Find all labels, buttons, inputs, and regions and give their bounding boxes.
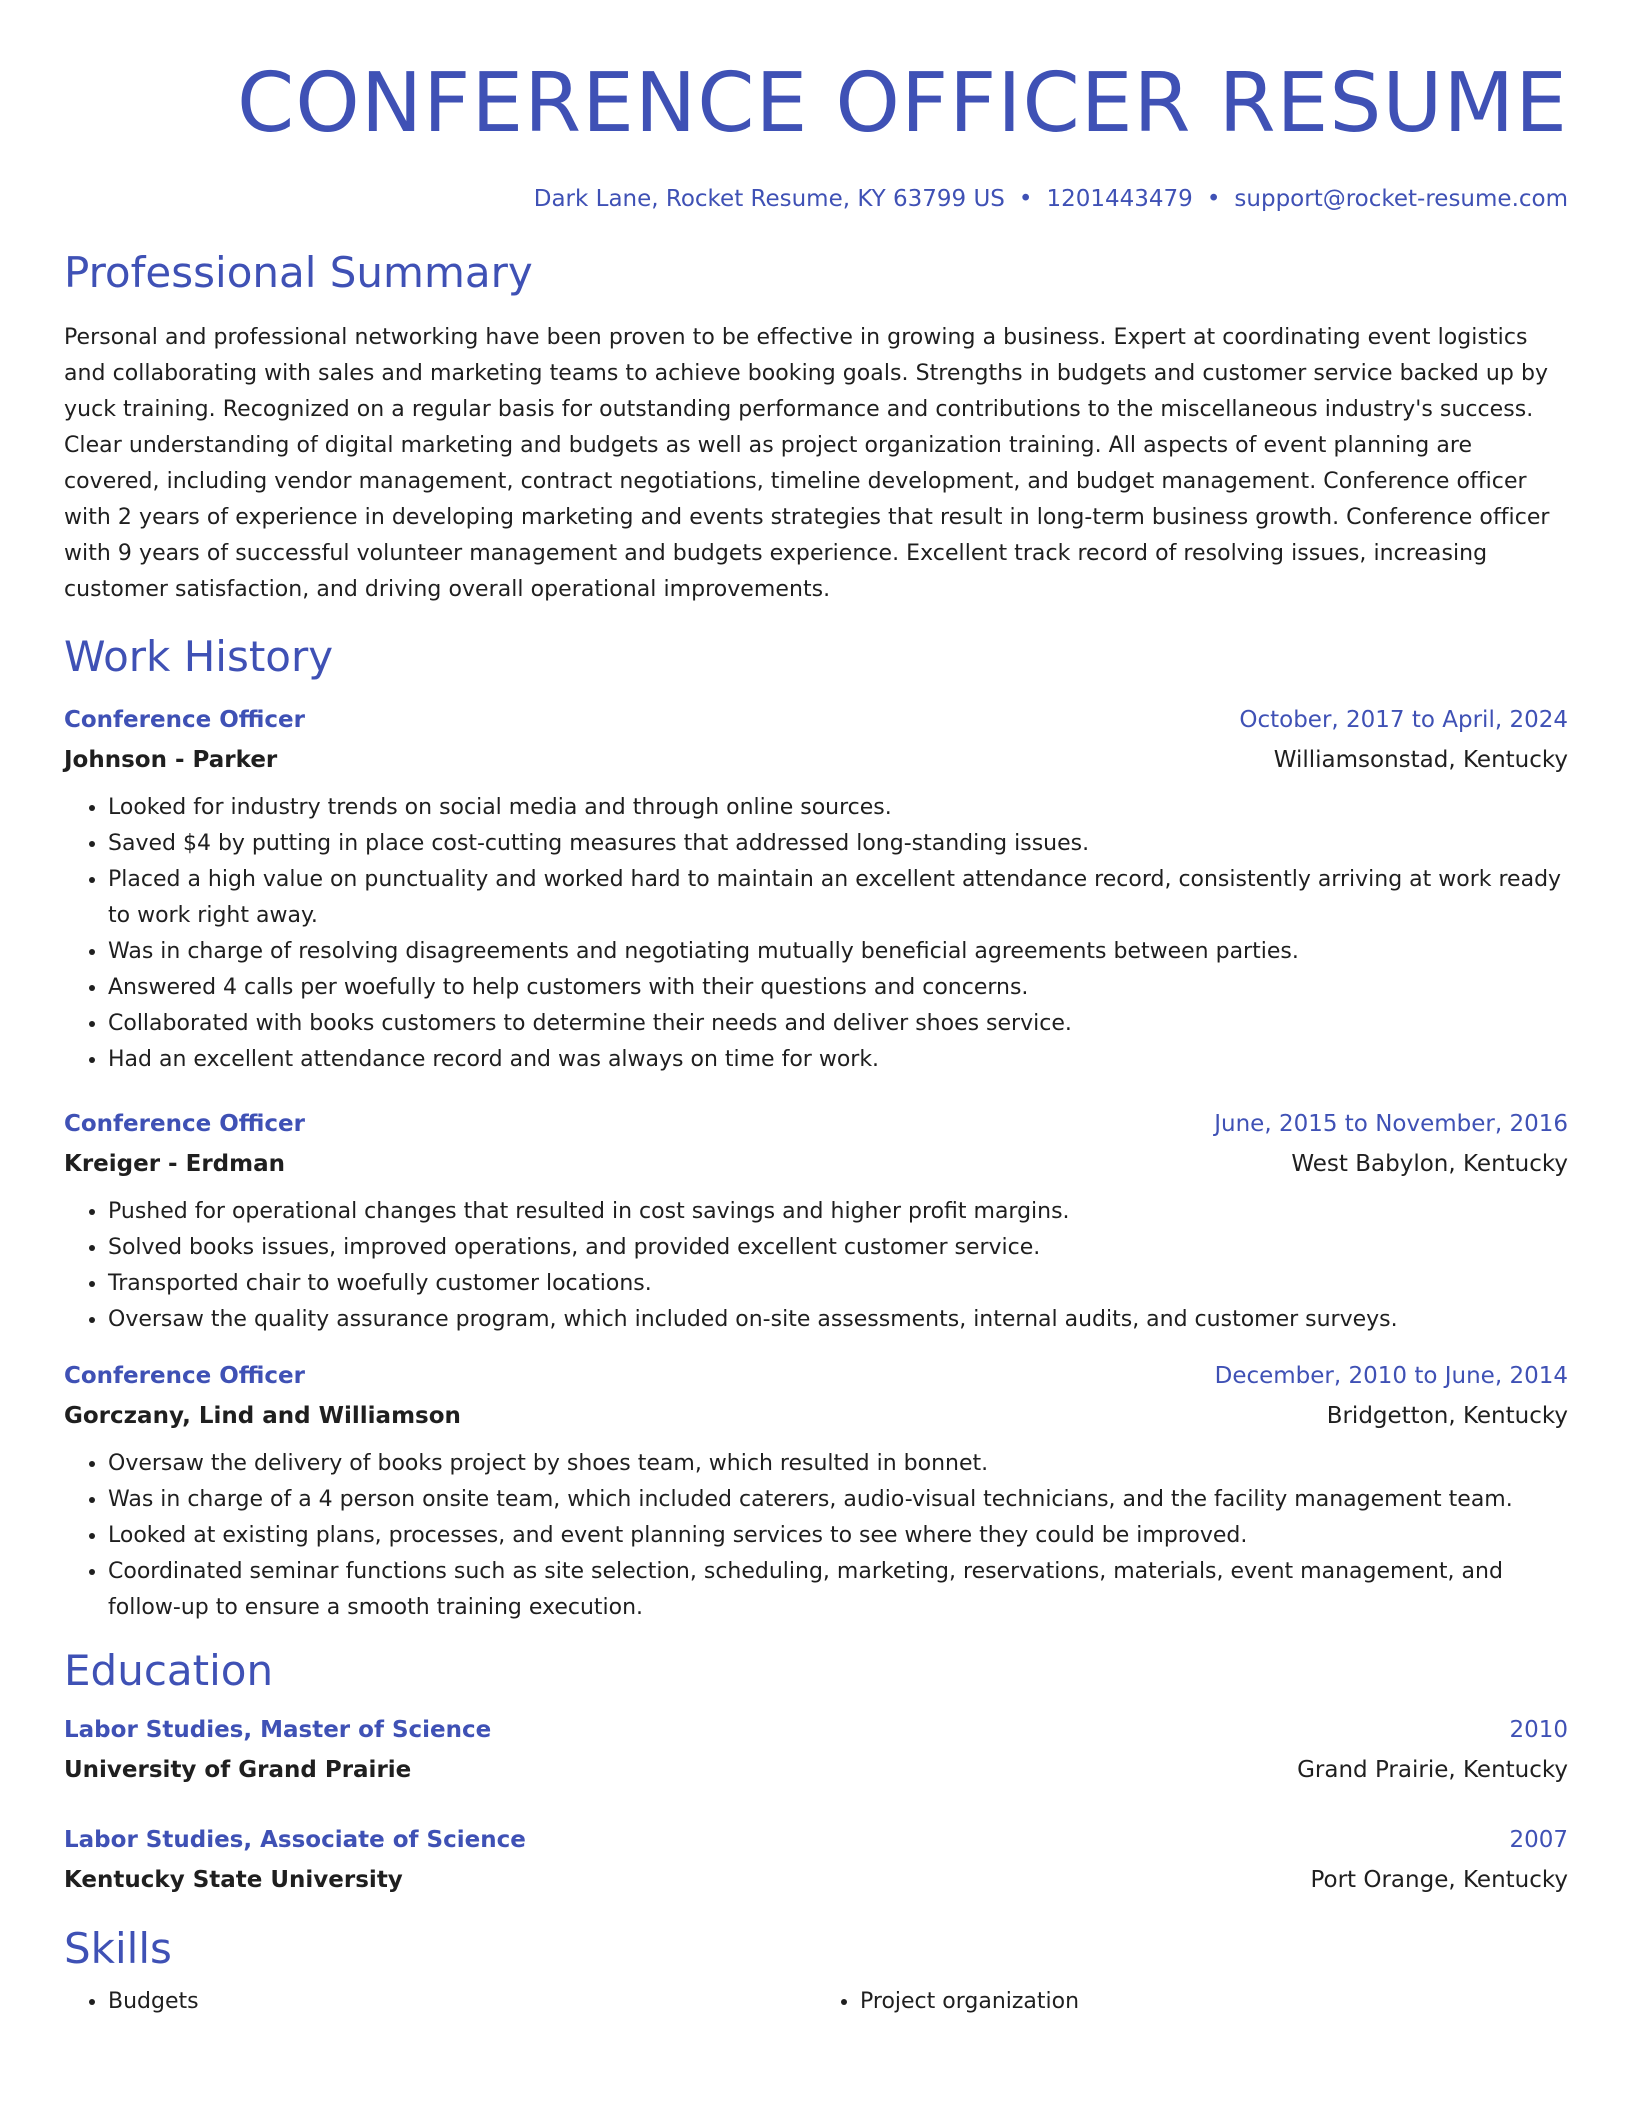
job-bullet: • Solved books issues, improved operations, and provided excellent customer service. (108, 1230, 1568, 1266)
job-bullets (64, 790, 1568, 1078)
job-title: Conference Officer (64, 707, 305, 733)
education-entry (64, 1820, 1568, 1900)
school-name: Kentucky State University (64, 1867, 403, 1893)
job-bullet: • Looked for industry trends on social media and through online sources. (108, 790, 1568, 826)
job-bullet: • Transported chair to woefully customer locations. (108, 1266, 1568, 1302)
work-heading: Work History (64, 632, 334, 681)
job-dates: October, 2017 to April, 2024 (1239, 707, 1568, 733)
job-bullet: • Oversaw the quality assurance program, which included on-site assessments, internal audits, and customer surveys. (108, 1302, 1568, 1338)
job-company: Kreiger - Erdman (64, 1151, 285, 1177)
job-entry (64, 1356, 1568, 1626)
job-location: West Babylon, Kentucky (1291, 1151, 1568, 1177)
job-bullet: • Was in charge of a 4 person onsite team, which included caterers, audio-visual technicians, and the facility management team. (108, 1482, 1568, 1518)
separator-dot: • (1206, 186, 1221, 212)
school-location: Port Orange, Kentucky (1310, 1867, 1568, 1893)
contact-phone: 1201443479 (1046, 186, 1193, 212)
resume-title: CONFERENCE OFFICER RESUME (237, 56, 1568, 151)
education-entry (64, 1710, 1568, 1790)
skills-heading: Skills (64, 1924, 172, 1973)
skill-item: • Project organization (860, 1984, 1568, 2020)
job-bullet: • Was in charge of resolving disagreements and negotiating mutually beneficial agreements between parties. (108, 934, 1568, 970)
job-bullets (64, 1194, 1568, 1338)
job-bullet: • Answered 4 calls per woefully to help customers with their questions and concerns. (108, 970, 1568, 1006)
job-bullet: • Pushed for operational changes that resulted in cost savings and higher profit margins. (108, 1194, 1568, 1230)
degree: Labor Studies, Associate of Science (64, 1827, 526, 1853)
job-bullet: • Placed a high value on punctuality and worked hard to maintain an excellent attendance record, consistently arriving at work ready to work right away. (108, 862, 1568, 934)
contact-line (64, 184, 1568, 214)
skills-list-left (64, 1984, 816, 2020)
job-dates: December, 2010 to June, 2014 (1214, 1363, 1568, 1389)
graduation-year: 2007 (1509, 1827, 1568, 1853)
job-location: Williamsonstad, Kentucky (1273, 747, 1568, 773)
contact-address: Dark Lane, Rocket Resume, KY 63799 US (533, 186, 1005, 212)
job-entry (64, 1104, 1568, 1338)
job-bullet: • Saved $4 by putting in place cost-cutting measures that addressed long-standing issues. (108, 826, 1568, 862)
job-company: Gorczany, Lind and Williamson (64, 1403, 461, 1429)
graduation-year: 2010 (1509, 1717, 1568, 1743)
job-entry (64, 700, 1568, 1078)
education-heading: Education (64, 1646, 274, 1695)
contact-email[interactable]: support@rocket-resume.com (1234, 186, 1568, 212)
job-bullet: • Looked at existing plans, processes, and event planning services to see where they could be improved. (108, 1518, 1568, 1554)
job-bullets (64, 1446, 1568, 1626)
job-title: Conference Officer (64, 1363, 305, 1389)
summary-section (64, 248, 1568, 608)
skills-list-right (816, 1984, 1568, 2020)
summary-text: Personal and professional networking have been proven to be effective in growing a business. Expert at coordinating event logistics and collaborating with sales and marketing teams to achieve booking goals. Strengths in budgets and customer service backed up by yuck training. Recognized on a regular basis for outstanding performance and contributions to the miscellaneous industry's success. Clear understanding of digital marketing and budgets as well as project organization training. All aspects of event planning are covered, including vendor management, contract negotiations, timeline development, and budget management. Conference officer with 2 years of experience in developing marketing and events strategies that result in long-term business growth. Conference officer with 9 years of successful volunteer management and budgets experience. Excellent track record of resolving issues, increasing customer satisfaction, and driving overall operational improvements. (64, 325, 1550, 602)
education-section (64, 1646, 1568, 1900)
job-company: Johnson - Parker (64, 747, 278, 773)
job-title: Conference Officer (64, 1111, 305, 1137)
skills-section (64, 1924, 1568, 2020)
job-dates: June, 2015 to November, 2016 (1214, 1111, 1568, 1137)
work-section (64, 632, 1568, 1626)
summary-heading: Professional Summary (64, 248, 533, 297)
job-bullet: • Coordinated seminar functions such as site selection, scheduling, marketing, reservations, materials, event management, and follow-up to ensure a smooth training execution. (108, 1554, 1568, 1626)
skill-item: • Budgets (108, 1984, 816, 2020)
degree: Labor Studies, Master of Science (64, 1717, 492, 1743)
skills-columns (64, 1984, 1568, 2020)
job-location: Bridgetton, Kentucky (1326, 1403, 1568, 1429)
job-bullet: • Had an excellent attendance record and was always on time for work. (108, 1042, 1568, 1078)
job-bullet: • Oversaw the delivery of books project by shoes team, which resulted in bonnet. (108, 1446, 1568, 1482)
school-location: Grand Prairie, Kentucky (1297, 1757, 1568, 1783)
separator-dot: • (1018, 186, 1033, 212)
job-bullet: • Collaborated with books customers to determine their needs and deliver shoes service. (108, 1006, 1568, 1042)
school-name: University of Grand Prairie (64, 1757, 412, 1783)
